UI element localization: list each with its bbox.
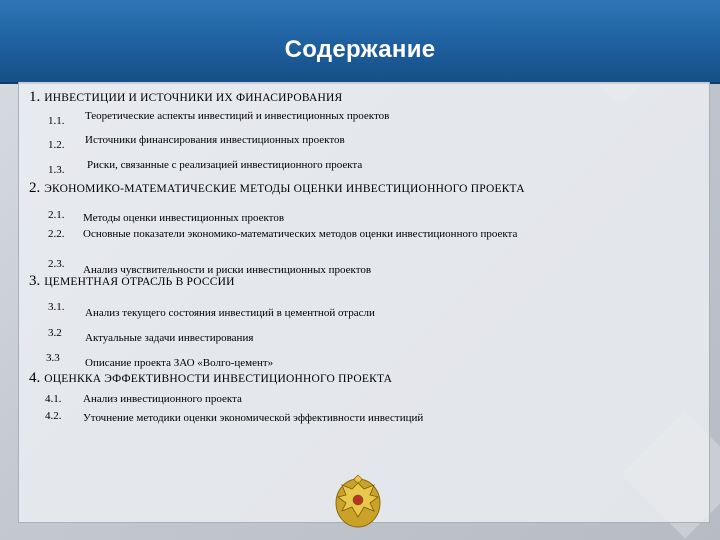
list-item: [48, 160, 65, 178]
list-item: [45, 406, 62, 424]
list-item: [45, 389, 62, 407]
section-4-heading: [29, 369, 392, 387]
item-number: 3.2: [48, 327, 62, 339]
list-item-text: Методы оценки инвестиционных проектов: [83, 212, 285, 224]
contents-panel: [18, 82, 710, 523]
list-item-text: Описание проекта ЗАО «Волго-цемент»: [85, 357, 274, 369]
section-2-heading: [29, 179, 525, 197]
section-1-heading: [29, 88, 342, 106]
list-item: [48, 224, 65, 242]
item-number: 2.1.: [48, 209, 65, 221]
page-title: Содержание: [284, 36, 436, 63]
item-number: 1.1.: [48, 115, 65, 127]
list-item: [46, 348, 60, 366]
section-title: ИНВЕСТИЦИИ И ИСТОЧНИКИ ИХ ФИНАСИРОВАНИЯ: [44, 92, 343, 104]
section-title: ЦЕМЕНТНАЯ ОТРАСЛЬ В РОССИИ: [44, 276, 235, 288]
section-title: ЭКОНОМИКО-МАТЕМАТИЧЕСКИЕ МЕТОДЫ ОЦЕНКИ ИНВЕСТИЦИОННОГО ПРОЕКТА: [44, 183, 525, 195]
list-item-text: Актуальные задачи инвестирования: [85, 332, 254, 344]
list-item: [48, 135, 65, 153]
section-number: 2.: [29, 180, 41, 196]
item-number: 1.2.: [48, 139, 65, 151]
item-number: 2.2.: [48, 228, 65, 240]
item-number: 4.1.: [45, 393, 62, 405]
section-title: ОЦЕНККА ЭФФЕКТИВНОСТИ ИНВЕСТИЦИОННОГО ПРОЕКТА: [44, 373, 393, 385]
list-item: [48, 111, 65, 129]
list-item-text: Теоретические аспекты инвестиций и инвестиционных проектов: [85, 110, 390, 122]
item-number: 3.1.: [48, 301, 65, 313]
list-item-text: Уточнение методики оценки экономической эффективности инвестиций: [83, 412, 424, 424]
list-item-text: Анализ текущего состояния инвестиций в цементной отрасли: [85, 307, 375, 319]
list-item: [48, 323, 62, 341]
list-item: [48, 254, 65, 272]
section-number: 4.: [29, 370, 41, 386]
item-number: 1.3.: [48, 164, 65, 176]
list-item: [48, 205, 65, 223]
list-item-text: Источники финансирования инвестиционных проектов: [85, 134, 345, 146]
list-item-text: Риски, связанные с реализацией инвестиционного проекта: [87, 159, 363, 171]
section-number: 1.: [29, 89, 41, 105]
list-item-text: Основные показатели экономико-математических методов оценки инвестиционного проекта: [83, 228, 518, 240]
item-number: 2.3.: [48, 258, 65, 270]
list-item: [48, 297, 65, 315]
list-item-text: Анализ инвестиционного проекта: [83, 393, 242, 405]
double-headed-eagle-emblem-icon: [332, 473, 384, 529]
section-3-heading: [29, 272, 235, 290]
item-number: 3.3: [46, 352, 60, 364]
list-item-text: Анализ чувствительности и риски инвестиционных проектов: [83, 264, 372, 276]
item-number: 4.2.: [45, 410, 62, 422]
section-number: 3.: [29, 273, 41, 289]
slide-header: [0, 0, 720, 84]
